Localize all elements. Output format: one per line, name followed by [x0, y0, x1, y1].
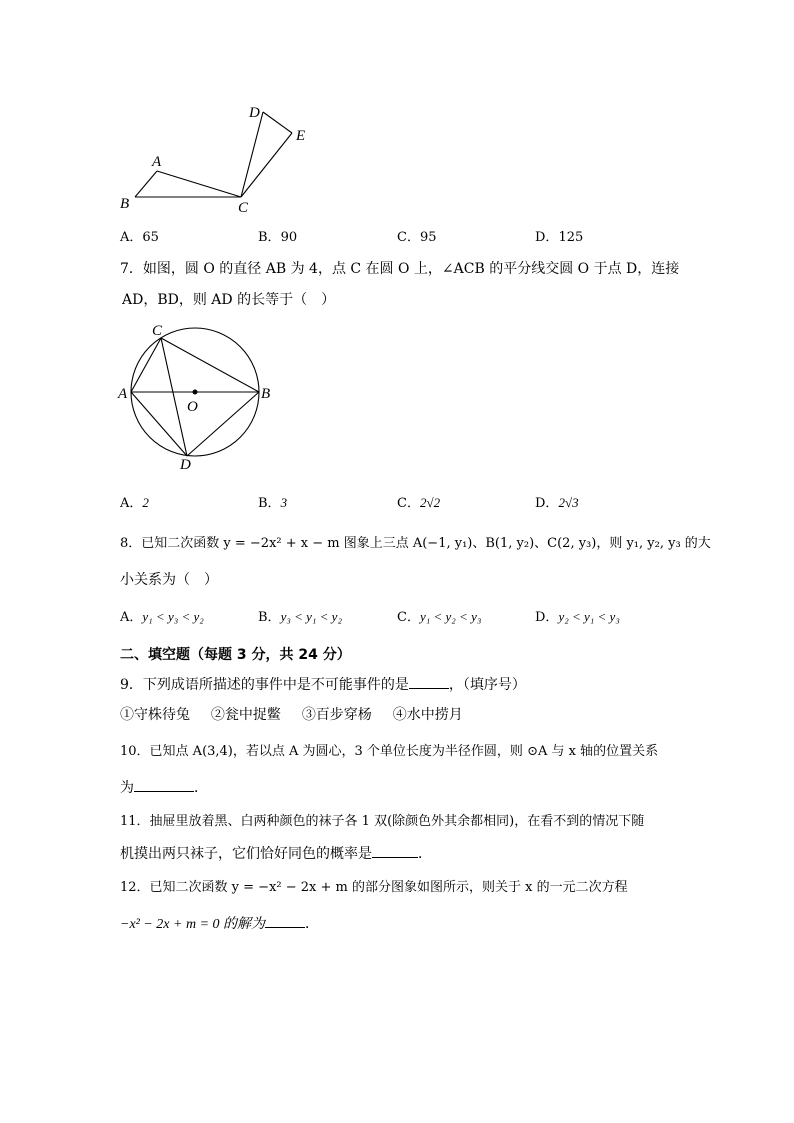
- seg-CB: [161, 338, 259, 392]
- q7-text-line2: AD，BD，则 AD 的长等于（ ）: [122, 292, 336, 308]
- q7-option-b: B．3: [258, 495, 288, 511]
- q7-text-line1: 7．如图，圆 O 的直径 AB 为 4，点 C 在圆 O 上，∠ACB 的平分线交圆 O 于点 D，连接: [120, 261, 680, 277]
- center-point-O: [193, 390, 198, 395]
- label-O: O: [187, 399, 198, 415]
- q6-figure: [110, 96, 320, 220]
- seg-BA: [135, 171, 157, 197]
- seg-CE: [241, 133, 292, 197]
- q9-choice-4: ④水中捞月: [392, 707, 463, 723]
- q7-option-a: A．2: [120, 495, 149, 511]
- q10-answer-blank[interactable]: [134, 779, 194, 792]
- label-D: D: [249, 105, 260, 121]
- label-D: D: [180, 457, 191, 473]
- seg-DE: [263, 112, 292, 133]
- q11-text-line2: 机摸出两只袜子，它们恰好同色的概率是 ．: [120, 846, 432, 862]
- label-B: B: [261, 386, 271, 402]
- q12-text-line1: 12．已知二次函数 y = −x² − 2x + m 的部分图象如图所示，则关于 x 的一元二次方程: [120, 880, 628, 895]
- q8-option-b: B．y₃ < y₁ < y₂: [258, 609, 342, 625]
- q6-option-a: A．65: [120, 230, 159, 245]
- seg-CD: [161, 338, 187, 456]
- label-A: A: [152, 154, 162, 170]
- section-2-heading: 二、填空题（每题 3 分，共 24 分）: [120, 647, 351, 663]
- q8-text-line2: 小关系为（ ）: [120, 572, 218, 588]
- q12-text-line2: −x² − 2x + m = 0 的解为 ．: [120, 916, 320, 932]
- q9-choice-1: ①守株待兔: [120, 707, 190, 723]
- label-C: C: [152, 323, 163, 339]
- seg-CD: [241, 112, 263, 197]
- q6-option-c: C．95: [397, 230, 437, 245]
- q9-choice-3: ③百步穿杨: [301, 707, 372, 723]
- label-E: E: [296, 128, 306, 144]
- q6-option-d: D．125: [535, 230, 584, 245]
- q9-choices: [120, 706, 463, 724]
- q7-option-c: C．2√2: [397, 495, 441, 511]
- q9-text: 9．下列成语所描述的事件中是不可能事件的是 ，（填序号）: [120, 677, 526, 693]
- q11-answer-blank[interactable]: [372, 845, 418, 858]
- seg-CA: [131, 338, 161, 392]
- q8-text-line1: 8．已知二次函数 y = −2x² + x − m 图象上三点 A(−1, y₁)、B(1, y₂)、C(2, y₃)，则 y₁, y₂, y₃ 的大: [120, 536, 711, 551]
- q7-figure: [112, 318, 282, 474]
- label-C: C: [238, 200, 249, 216]
- q8-option-a: A．y₁ < y₃ < y₂: [120, 609, 204, 625]
- seg-AC: [157, 171, 241, 197]
- q8-option-d: D．y₂ < y₁ < y₃: [535, 609, 620, 625]
- q10-text-line2: 为 ．: [120, 780, 208, 796]
- q6-option-b: B．90: [258, 230, 298, 245]
- q10-text-line1: 10．已知点 A(3,4)，若以点 A 为圆心，3 个单位长度为半径作圆，则 ⊙A 与 x 轴的位置关系: [120, 744, 659, 759]
- q9-choice-2: ②瓮中捉鳖: [210, 707, 281, 723]
- q12-answer-blank[interactable]: [265, 915, 305, 928]
- q8-option-c: C．y₁ < y₂ < y₃: [397, 609, 482, 625]
- q11-text-line1: 11．抽屉里放着黑、白两种颜色的袜子各 1 双(除颜色外其余都相同)，在看不到的情况下随: [120, 814, 645, 829]
- q9-answer-blank[interactable]: [409, 676, 449, 689]
- label-A: A: [118, 386, 128, 402]
- q7-option-d: D．2√3: [535, 495, 579, 511]
- label-B: B: [120, 196, 130, 212]
